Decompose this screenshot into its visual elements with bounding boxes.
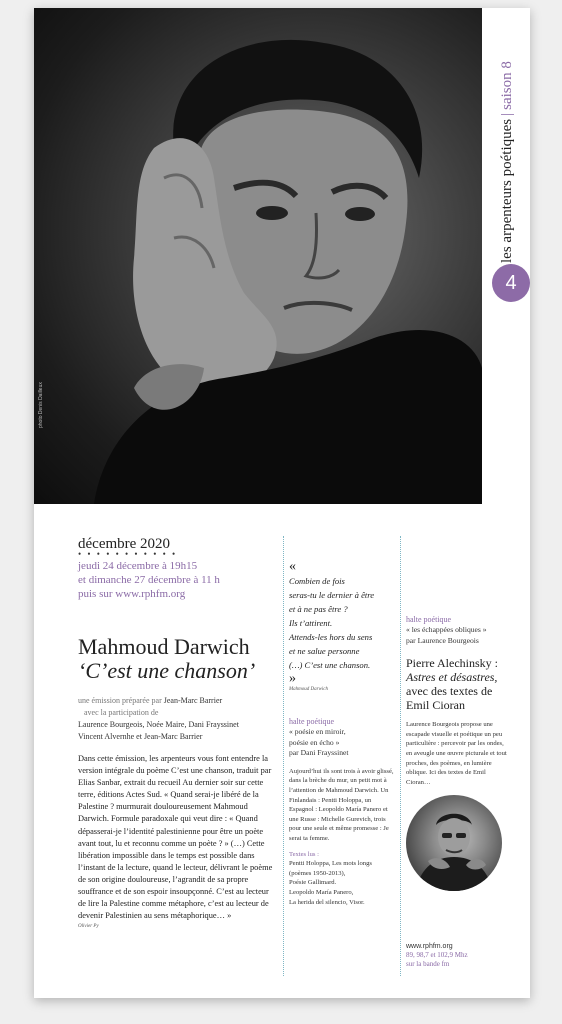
column-divider-2	[400, 536, 401, 976]
text-read-3: Leopoldo María Panero,	[289, 888, 354, 896]
series-title	[498, 61, 516, 263]
participation-label: avec la participation de	[84, 708, 159, 717]
poem-line: et à ne pas être ?	[289, 604, 348, 614]
headline-line-4: Emil Cioran	[406, 698, 465, 713]
poem-credit: Mahmoud Darwich	[289, 687, 329, 692]
issue-number-badge: 4	[492, 264, 530, 302]
poem-line: Combien de fois	[289, 576, 345, 586]
headline-line-2: Astres et désastres,	[406, 670, 498, 685]
halte-1-title-line-2: poésie en écho »	[289, 737, 340, 747]
close-quote: »	[289, 671, 296, 686]
station-frequencies: 89, 98,7 et 102,9 Mhz	[406, 951, 468, 959]
author-name: Mahmoud Darwich	[78, 634, 250, 659]
text-read-2: Poésie Gallimard.	[289, 879, 337, 887]
poem-line: seras-tu le dernier à être	[289, 590, 375, 600]
schedule-line-2: et dimanche 27 décembre à 11 h	[78, 574, 220, 586]
participants-line-1: Laurence Bourgeois, Noée Maire, Dani Frayssinet	[78, 720, 239, 729]
poet-photo-illustration	[34, 8, 482, 504]
broadcast-month: décembre 2020	[78, 536, 171, 552]
poem-line: et ne salue personne	[289, 646, 360, 656]
cioran-portrait-image	[406, 795, 502, 891]
poem-line: Ils t’attirent.	[289, 618, 333, 628]
halte-2-headline	[406, 656, 510, 712]
series-separator: |	[499, 112, 515, 116]
prepared-label: une émission préparée par	[78, 696, 162, 705]
halte-1-kicker: halte poétique	[289, 717, 335, 726]
poem-line: (…) C’est une chanson.	[289, 660, 371, 670]
headline-line-3: avec des textes de	[406, 684, 493, 699]
feature-body: Dans cette émission, les arpenteurs vous font entendre la version intégrale du poème C’est une chanson, traduit par Elias Sanbar, extrait du recueil Au dernier soir sur cette terre, éditions Actes Sud. « Quand serai-je libéré de la Palestine ? murmurait douloureusement Mahmoud Darwich. Formule paradoxale qui veut dire : « Quand dépasserai-je l’identité palestinienne pour être un poète avant tout, lu et reconnu comme un poète ? » (…) Cette libération impossible dans le temps est possible dans l’instant de la lecture, quand le lecteur, délivrant le poème de son origine douloureuse, l’agrandit de sa propre souffrance et de son espoir insoupçonné. C’est au lecteur de lire la Palestine comme métaphore, c’est au lecteur de devenir Palestinien au sens métaphorique… »	[78, 754, 273, 921]
halte-poetique-1	[289, 716, 395, 907]
schedule-line-3: puis sur www.rphfm.org	[78, 588, 186, 600]
main-column	[78, 536, 276, 929]
quote-signature: Olivier Py	[78, 924, 99, 930]
prepared-by: Jean-Marc Barrier	[163, 696, 223, 705]
column-divider-1	[283, 536, 284, 976]
photo-credit: photo Denis Dailleux	[38, 382, 44, 428]
halte-1-body: Aujourd’hui ils sont trois à avoir glissé, dans la brèche du mur, un petit mot à l’attention de Mahmoud Darwich. Un Finlandais : Pentti Holoppa, un Espagnol : Leopoldo María Panero et une Russe : Michelle Gurevich, trois pour une seule et même promesse : Je serai ta femme.	[289, 767, 394, 842]
halte-1-byline: par Dani Frayssinet	[289, 748, 349, 758]
dotted-separator: • • • • • • • • • • •	[78, 549, 178, 559]
headline-line-1: Pierre Alechinsky :	[406, 656, 498, 671]
portrait-illustration	[406, 795, 502, 891]
program-sheet	[34, 8, 530, 998]
text-read-4: La herida del silencio, Visor.	[289, 898, 365, 906]
halte-2-title: « les échappées obliques »	[406, 625, 487, 634]
halte-2-body: Laurence Bourgeois propose une escapade visuelle et poétique un peu particulière : percevoir par les ondes, en aveugle une œuvre picturale et tout proches, des poèmes, en lumière oblique. Ici des textes de Emil Cioran…	[406, 721, 507, 786]
station-info	[406, 942, 510, 969]
texts-read-label: Textes lus :	[289, 850, 319, 858]
schedule-line-1: jeudi 24 décembre à 19h15	[78, 560, 198, 572]
station-band: sur la bande fm	[406, 960, 450, 968]
open-quote: «	[289, 559, 296, 574]
poem-excerpt	[289, 574, 395, 672]
work-title: ‘C’est une chanson’	[78, 658, 256, 683]
halte-1-title-line-1: « poésie en miroir,	[289, 727, 346, 736]
series-season: saison 8	[499, 61, 515, 110]
series-name: les arpenteurs poétiques	[499, 118, 515, 263]
station-url[interactable]: www.rphfm.org	[406, 943, 453, 950]
participants-line-2: Vincent Alvernhe et Jean-Marc Barrier	[78, 732, 203, 741]
text-read-1: Pentti Holoppa, Les mots longs (poèmes 1950-2013),	[289, 860, 372, 877]
halte-2-kicker: halte poétique	[406, 615, 452, 624]
right-column	[406, 614, 510, 891]
credits-block	[78, 695, 276, 743]
middle-column	[289, 560, 395, 907]
halte-2-byline: par Laurence Bourgeois	[406, 635, 479, 645]
poet-photo	[34, 8, 482, 504]
poem-line: Attends-les hors du sens	[289, 632, 373, 642]
